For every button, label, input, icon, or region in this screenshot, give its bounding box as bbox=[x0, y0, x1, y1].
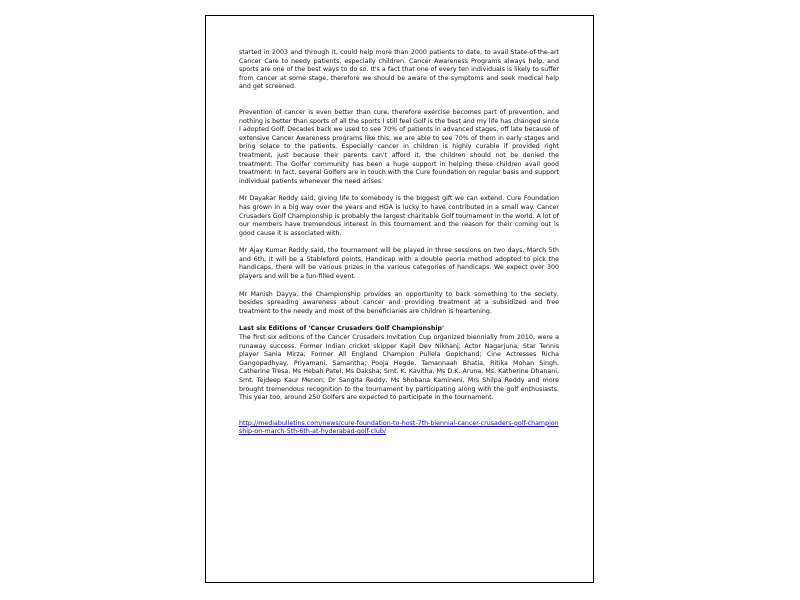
paragraph-intro: started in 2003 and through it, could help more than 2000 patients to date, to avail State-of-the-art Cancer Care to needy patients, especially children. Cancer Awareness Programs always help, and sports are one of the best ways to do so. It's a fact that one of every ten individuals is likely to suffer from cancer at some stage, therefore we should be aware of the symptoms and seek medical help and get screened. bbox=[239, 49, 559, 91]
source-link[interactable]: http://mediabulletins.com/news/cure-foundation-to-host-7th-biennial-cancer-crusaders-golf-championship-on-march-5th-6th-at-hyderabad-golf-club/ bbox=[239, 419, 559, 436]
paragraph-dayakar-reddy: Mr Dayakar Reddy said, giving life to somebody is the biggest gift we can extend. Cure Foundation has grown in a big way over the years and HGA is lucky to have contributed in a small way. Cancer Crusaders Golf Championship is probably the largest charitable Golf tournament in the world. A lot of our members have tremendous interest in this tournament and the reason for their coming out is good cause it is associated with. bbox=[239, 195, 559, 237]
paragraph-prevention: Prevention of cancer is even better than cure, therefore exercise becomes part of prevention, and nothing is better than sports of all the sports I still feel Golf is the best and my life has changed since I adopted Golf. Decades back we used to see 70% of patients in advanced stages, off late because of extensive Cancer Awareness programs like this, we are able to see 70% of them in early stages and bring solace to the patients. Especially cancer in children is highly curable if provided right treatment, just because their parents can't afford it, the children should not be denied the treatment. The Golfer community has been a huge support in helping these children avail good treatment. In fact, several Golfers are in touch with the Cure foundation on regular basis and support individual patients whenever the need arises. bbox=[239, 108, 559, 185]
document-page bbox=[205, 15, 594, 583]
paragraph-manish-dayya: Mr Manish Dayya, the Championship provides an opportunity to back something to the society, besides spreading awareness about cancer and providing treatment at a subsidized and free treatment to the needy and most of the beneficiaries are children is heartening. bbox=[239, 290, 559, 315]
section-subheading: Last six Editions of 'Cancer Crusaders Golf Championship' bbox=[239, 325, 444, 333]
document-body bbox=[239, 49, 559, 437]
paragraph-ajay-kumar-reddy: Mr Ajay Kumar Reddy said, the tournament will be played in three sessions on two days, March 5th and 6th, it will be a Stableford points, Handicap with a double peoria method adopted to pick the handicaps, there will be various prizes in the various categories of handicaps. We expect over 300 players and will be a fun-filled event. bbox=[239, 247, 559, 281]
paragraph-past-editions: The first six editions of the Cancer Crusaders Invitation Cup organized biennially from 2010, were a runaway success. Former Indian cricket skipper Kapil Dev Nikhanj; Actor Nagarjuna; Star Tennis player Sania Mirza; Former All England Champion Pullela Gopichand; Cine Actresses Richa Gangopadhyay, Priyamani, Samantha; Pooja Hegde, Tamannaah Bhatia, Ritika Mohan Singh, Catherine Tresa, Ms Hebah Patel, Ms Daksha; Smt. K. Kavitha, Ms D.K. Aruna, Ms. Katherine Dhanani, Smt. Tejdeep Kaur Menon; Dr Sangita Reddy, Ms Shobana Kamineni, Mrs Shilpa Reddy and more brought tremendous recognition to the tournament by participating along with the golf enthusiasts. This year too, around 250 Golfers are expected to participate in the tournament. bbox=[239, 334, 559, 402]
